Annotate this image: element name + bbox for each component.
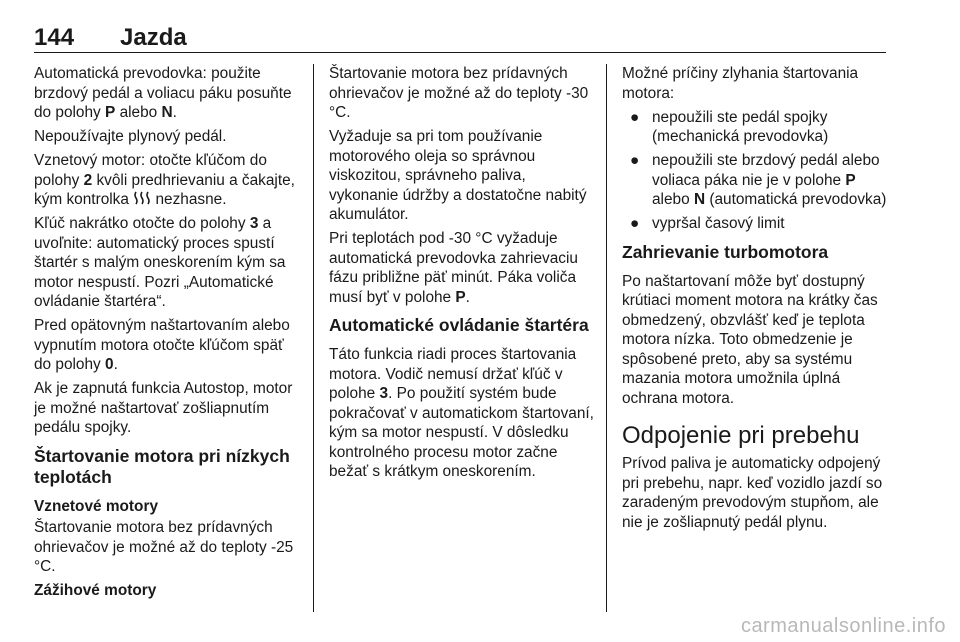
list-item: ● nepoužili ste brzdový pedál alebo voliaca páka nie je v polohe P alebo N (automatická prevodovka) bbox=[630, 152, 887, 208]
bullet-icon: ● bbox=[630, 108, 640, 126]
heading-turbo-warmup: Zahrievanie turbomotora bbox=[622, 241, 829, 262]
bullet-icon: ● bbox=[630, 215, 640, 232]
heading-fuel-cutoff: Odpojenie pri prebehu bbox=[622, 422, 860, 449]
column-1 bbox=[34, 64, 302, 603]
paragraph: Možné príčiny zlyhania štartovania motora: bbox=[622, 65, 859, 102]
column-divider bbox=[606, 64, 607, 612]
page-header bbox=[34, 22, 886, 53]
paragraph: Nepoužívajte plynový pedál. bbox=[34, 128, 227, 145]
subheading-diesel: Vznetové motory bbox=[34, 497, 159, 515]
paragraph: Štartovanie motora bez prídavných ohrievačov je možné až do teploty -30 °C. bbox=[329, 65, 589, 121]
list-item: ● vypršal časový limit bbox=[630, 215, 785, 232]
subheading-petrol: Zážihové motory bbox=[34, 582, 157, 599]
paragraph: Kľúč nakrátko otočte do polohy 3 a uvoľnite: automatický proces spustí štartér s malým oneskorením kým sa motor nespustí. Pozri „Automatické ovládanie štartéra“. bbox=[34, 215, 286, 310]
section-title: Jazda bbox=[120, 24, 187, 51]
paragraph: Vznetový motor: otočte kľúčom do polohy 2 kvôli predhrievaniu a čakajte, kým kontrolka nezhasne. bbox=[34, 152, 295, 208]
paragraph: Vyžaduje sa pri tom používanie motorového oleja so správnou viskozitou, správneho paliva, vykonanie údržby a dostatočne nabitý akumulátor. bbox=[329, 128, 587, 223]
paragraph: Pri teplotách pod -30 °C vyžaduje automatická prevodovka zahrievaciu fázu približne päť minút. Páka voliča musí byť v polohe P. bbox=[329, 230, 578, 306]
paragraph: Táto funkcia riadi proces štartovania motora. Vodič nemusí držať kľúč v polohe 3. Po použití systém bude pokračovať v automatickom štartovaní, kým sa motor nespustí. V dôsledku kontrolného procesu motor začne bežať s krátkym oneskorením. bbox=[329, 346, 594, 480]
paragraph: Prívod paliva je automaticky odpojený pri prebehu, napr. keď vozidlo jazdí so zaradeným prevodovým stupňom, ale nie je zošliapnutý pedál plynu. bbox=[622, 455, 883, 531]
glow-plug-indicator-icon bbox=[133, 191, 151, 205]
paragraph: Automatická prevodovka: použite brzdový pedál a voliacu páku posuňte do polohy P alebo N. bbox=[34, 65, 292, 121]
column-3 bbox=[622, 64, 888, 537]
paragraph: Po naštartovaní môže byť dostupný krútiaci moment motora na krátky čas obmedzený, obzvlášť keď je teplota motora nízka. Toto obmedzenie je spôsobené preto, aby sa systému mazania motora umožnila úplná ochrana motora. bbox=[622, 272, 878, 407]
paragraph: Štartovanie motora bez prídavných ohrievačov je možné až do teploty -25 °C. bbox=[34, 519, 294, 575]
paragraph: Ak je zapnutá funkcia Autostop, motor je možné naštartovať zošliapnutím pedálu spojky. bbox=[34, 380, 293, 436]
page-number: 144 bbox=[34, 24, 75, 51]
column-divider bbox=[313, 64, 314, 612]
list-item: ● nepoužili ste pedál spojky (mechanická prevodovka) bbox=[630, 108, 829, 145]
heading-low-temp-start: Štartovanie motora pri nízkych teplotách bbox=[34, 445, 290, 487]
column-2 bbox=[329, 64, 595, 486]
bullet-icon: ● bbox=[630, 152, 640, 169]
failure-causes-list bbox=[622, 108, 888, 234]
watermark: carmanualsonline.info bbox=[740, 615, 946, 637]
heading-auto-starter: Automatické ovládanie štartéra bbox=[329, 315, 589, 335]
paragraph: Pred opätovným naštartovaním alebo vypnutím motora otočte kľúčom späť do polohy 0. bbox=[34, 317, 290, 373]
